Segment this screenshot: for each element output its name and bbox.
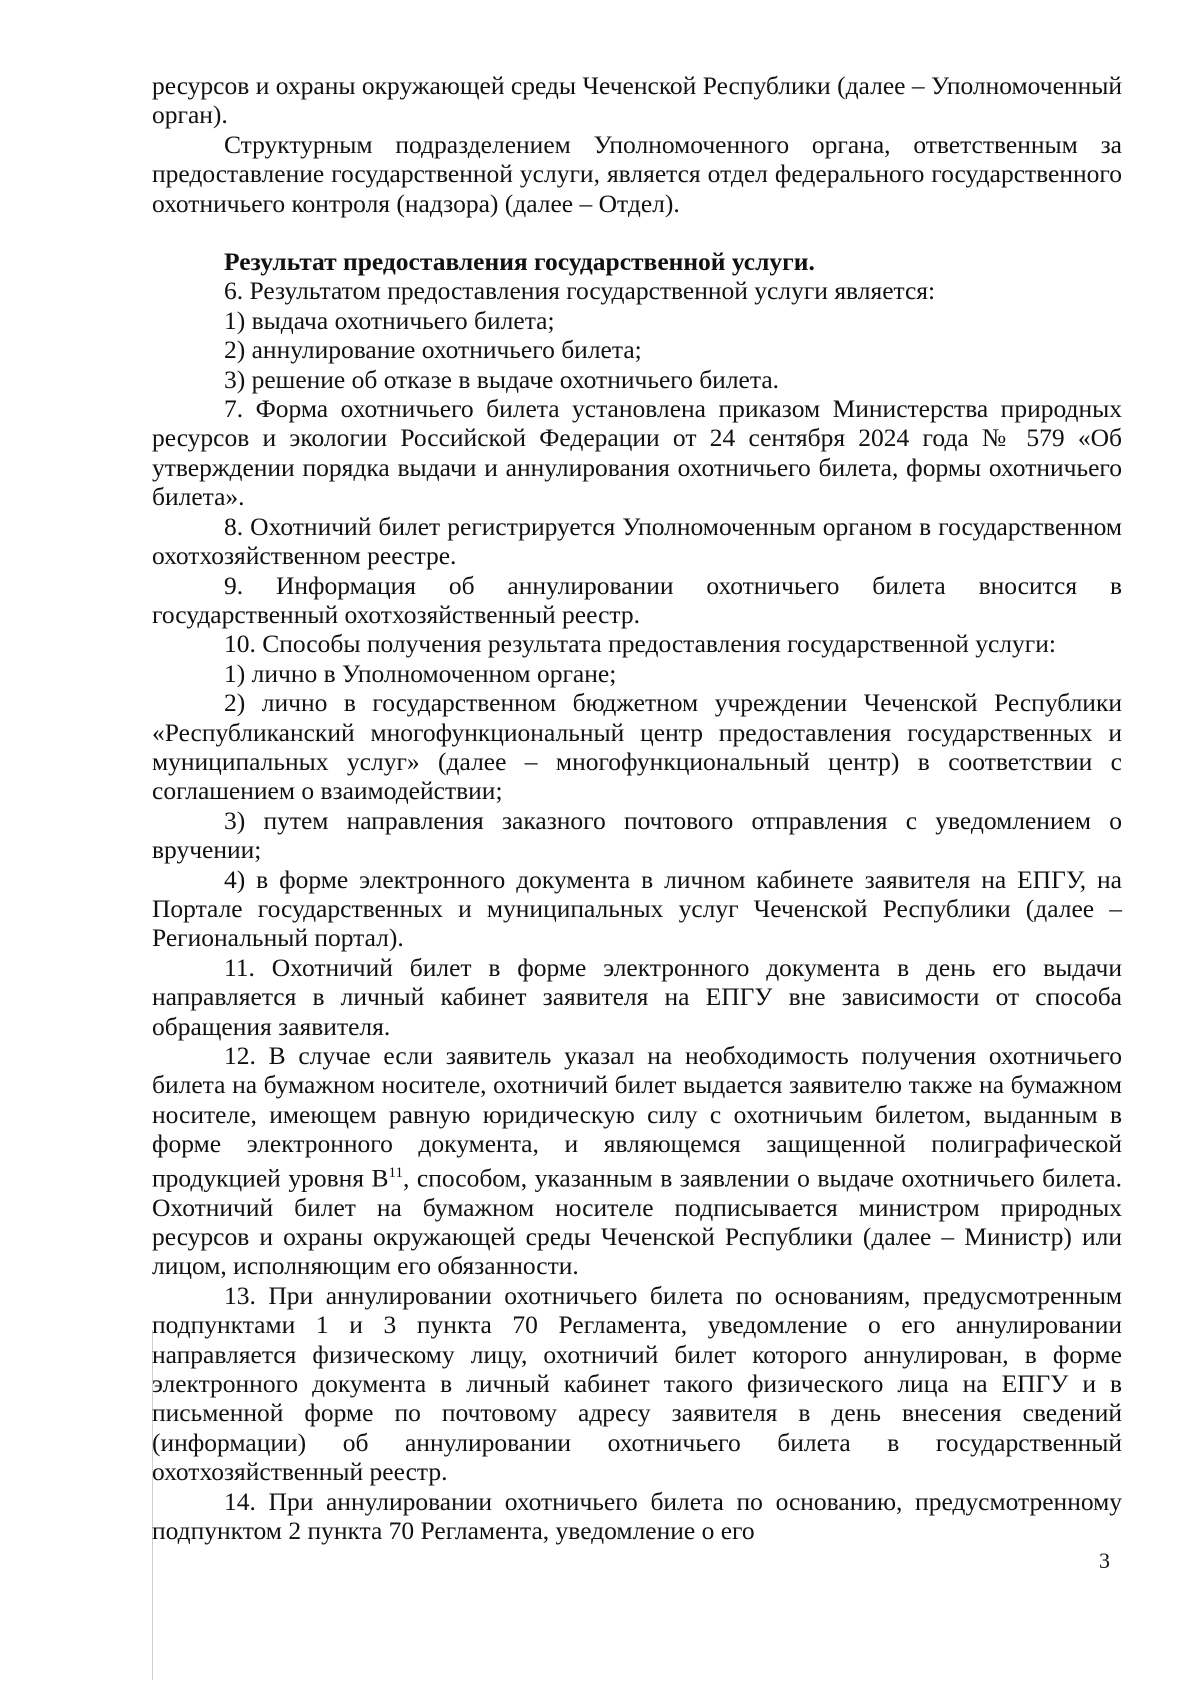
list-item-10-1: 1) лично в Уполномоченном органе; (224, 658, 617, 688)
page-number: 3 (1099, 1548, 1110, 1573)
paragraph-12-superscript: 11 (388, 1164, 403, 1181)
paragraph-10: 10. Способы получения результата предоставления государственной услуги: (224, 629, 1056, 659)
paragraph-14: 14. При аннулировании охотничьего билета по основанию, предусмотренному подпунктом 2 пункта 70 Регламента, уведомление о его (152, 1486, 1122, 1545)
paragraph-12-part-2: , способом, указанным в заявлении о выдаче охотничьего билета. Охотничий билет на бумажном носителе подписывается министром природных ресурсов и охраны окружающей среды Чеченской Республики (далее – Министр) или лицом, исполняющим его обязанности. (152, 1163, 1122, 1281)
list-item-6-2: 2) аннулирование охотничьего билета; (224, 335, 642, 365)
list-item-10-3: 3) путем направления заказного почтового отправления с уведомлением о вручении; (152, 805, 1122, 865)
paragraph-6: 6. Результатом предоставления государственной услуги является: (224, 276, 936, 306)
paragraph-7: 7. Форма охотничьего билета установлена приказом Министерства природных ресурсов и экологии Российской Федерации от 24 сентября 2024 года № 579 «Об утверждении порядка выдачи и аннулирования охотничьего билета, формы охотничьего билета». (152, 394, 1122, 512)
list-item-10-4: 4) в форме электронного документа в личном кабинете заявителя на ЕПГУ, на Портале государственных и муниципальных услуг Чеченской Республики (далее – Региональный портал). (152, 864, 1122, 953)
list-item-6-3: 3) решение об отказе в выдаче охотничьего билета. (224, 364, 780, 394)
paragraph-gap (152, 218, 1122, 247)
paragraph-13: 13. При аннулировании охотничьего билета по основаниям, предусмотренным подпунктами 1 и 3 пункта 70 Регламента, уведомление о его аннулировании направляется физическому лицу, охотничий билет которого аннулирован, в форме электронного документа в личный кабинет такого физического лица на ЕПГУ и в письменной форме по почтовому адресу заявителя в день внесения сведений (информации) об аннулировании охотничьего билета в государственный охотхозяйственный реестр. (152, 1280, 1122, 1487)
paragraph-continuation: ресурсов и охраны окружающей среды Чеченской Республики (далее – Уполномоченный орган). (152, 71, 1122, 130)
paragraph-12 (152, 1041, 1122, 1281)
list-item-10-2: 2) лично в государственном бюджетном учреждении Чеченской Республики «Республиканский многофункциональный центр предоставления государственных и муниципальных услуг» (далее – многофункциональный центр) в соответствии с соглашением о взаимодействии; (152, 688, 1122, 806)
paragraph-8: 8. Охотничий билет регистрируется Уполномоченным органом в государственном охотхозяйственном реестре. (152, 511, 1122, 571)
document-body (152, 71, 1122, 1545)
section-heading: Результат предоставления государственной услуги. (224, 247, 815, 277)
paragraph-structural-unit: Структурным подразделением Уполномоченного органа, ответственным за предоставление государственной услуги, является отдел федерального государственного охотничьего контроля (надзора) (далее – Отдел). (152, 129, 1122, 218)
paragraph-11: 11. Охотничий билет в форме электронного документа в день его выдачи направляется в личный кабинет заявителя на ЕПГУ вне зависимости от способа обращения заявителя. (152, 952, 1122, 1041)
paragraph-12-part-1: 12. В случае если заявитель указал на необходимость получения охотничьего билета на бумажном носителе, охотничий билет выдается заявителю также на бумажном носителе, имеющем равную юридическую силу с охотничьим билетом, выданным в форме электронного документа, и являющемся защищенной полиграфической продукцией уровня В (152, 1041, 1122, 1193)
list-item-6-1: 1) выдача охотничьего билета; (224, 305, 555, 335)
paragraph-9: 9. Информация об аннулировании охотничьего билета вносится в государственный охотхозяйственный реестр. (152, 570, 1122, 629)
